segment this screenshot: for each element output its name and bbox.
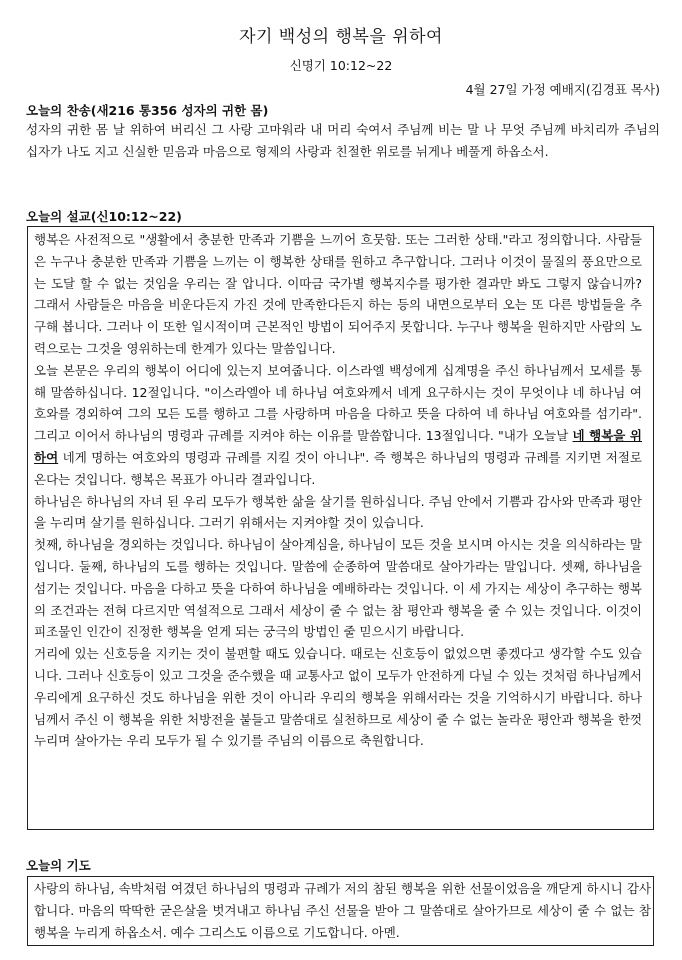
page-title: 자기 백성의 행복을 위하여 bbox=[239, 27, 443, 47]
sermon-paragraph: 행복은 사전적으로 "생활에서 충분한 만족과 기쁨을 느끼어 흐뭇함. 또는 그러한 상태."라고 정의합니다. 사람들은 누구나 충분한 만족과 기쁨을 느끼는 이 행복한 상태를 원하고 추구합니다. 그러나 이것이 물질의 풍요만으로는 도달 할 수 없는 것임을 우리는 잘 압니다. 이따금 국가별 행복지수를 평가한 결과만 봐도 그렇지 않습니까? 그래서 사람들은 마음을 비운다든지 가진 것에 만족한다든지 하는 등의 내면으로부터 오는 또 다른 방법들을 추구해 봅니다. 그러나 이 또한 일시적이며 근본적인 방법이 되어주지 못합니다. 누구나 행복을 원하지만 사람의 노력으로는 그것을 영위하는데 한계가 있다는 말씀입니다. bbox=[34, 232, 642, 356]
sermon-paragraph bbox=[34, 360, 642, 491]
service-info: 4월 27일 가정 예배지(김경표 목사) bbox=[465, 82, 660, 97]
hymn-heading: 오늘의 찬송(새216 통356 성자의 귀한 몸) bbox=[26, 103, 269, 118]
sermon-text: 오늘 본문은 우리의 행복이 어디에 있는지 보여줍니다. 이스라엘 백성에게 십계명을 주신 하나님께서 모세를 통해 말씀하십니다. 12절입니다. "이스라엘아 네 하나님 여호와께서 네게 요구하시는 것이 무엇이냐 네 하나님 여호와를 경외하여 그의 모든 도를 행하고 그를 사랑하며 마음을 다하고 뜻을 다하여 네 하나님 여호와를 섬기라". 그리고 이어서 하나님의 명령과 규례를 지켜야 하는 이유를 말씀합니다. 13절입니다. "내가 오늘날 bbox=[34, 362, 642, 444]
emphasis-text: 네 행복을 위하여 bbox=[34, 428, 642, 465]
sermon-heading: 오늘의 설교(신10:12~22) bbox=[26, 209, 182, 224]
hymn-lyrics: 성자의 귀한 몸 날 위하여 버리신 그 사랑 고마워라 내 머리 숙여서 주님께 비는 말 나 무엇 주님께 바치리까 주님의 십자가 나도 지고 신실한 믿음과 마음으로 형제의 사랑과 친절한 위로를 뉘게나 베풀게 하옵소서. bbox=[26, 122, 660, 159]
sermon-text: 네게 명하는 여호와의 명령과 규례를 지킬 것이 아니냐". 즉 행복은 하나님의 명령과 규례를 지키면 저절로 온다는 것입니다. 행복은 목표가 아니라 결과입니다. bbox=[34, 449, 642, 487]
sermon-paragraph: 하나님은 하나님의 자녀 된 우리 모두가 행복한 삶을 살기를 원하십니다. 주님 안에서 기쁨과 감사와 만족과 평안을 누리며 살기를 원하십니다. 그러기 위해서는 지켜야할 것이 있습니다. bbox=[34, 493, 642, 531]
sermon-paragraph: 거리에 있는 신호등을 지키는 것이 불편할 때도 있습니다. 때로는 신호등이 없었으면 좋겠다고 생각할 수도 있습니다. 그러나 신호등이 있고 그것을 준수했을 때 교통사고 없이 모두가 안전하게 다닐 수 있는 것처럼 하나님께서 우리에게 요구하신 것도 하나님을 위한 것이 아니라 우리의 행복을 위해서라는 것을 기억하시기 바랍니다. 하나님께서 주신 이 행복을 위한 처방전을 붙들고 말씀대로 실천하므로 세상이 줄 수 없는 놀라운 평안과 행복을 한껏 누리며 살아가는 우리 모두가 될 수 있기를 주님의 이름으로 축원합니다. bbox=[34, 646, 642, 749]
scripture-reference: 신명기 10:12~22 bbox=[289, 58, 393, 73]
prayer-heading: 오늘의 기도 bbox=[26, 858, 91, 873]
prayer-box: 사랑의 하나님, 속박처럼 여겼던 하나님의 명령과 규례가 저의 참된 행복을 위한 선물이었음을 깨닫게 하시니 감사합니다. 마음의 딱딱한 굳은살을 벗겨내고 하나님 주신 선물을 받아 그 말씀대로 살아가므로 세상이 줄 수 없는 참 행복을 누리게 하옵소서. 예수 그리스도 이름으로 기도합니다. 아멘. bbox=[27, 876, 654, 946]
sermon-paragraph: 첫째, 하나님을 경외하는 것입니다. 하나님이 살아계심을, 하나님이 모든 것을 보시며 아시는 것을 의식하라는 말입니다. 둘째, 하나님의 도를 행하는 것입니다. 말씀에 순종하여 말씀대로 살아가라는 말입니다. 셋째, 하나님을 섬기는 것입니다. 마음을 다하고 뜻을 다하여 하나님을 예배하라는 것입니다. 이 세 가지는 세상이 추구하는 행복의 조건과는 전혀 다르지만 역설적으로 그래서 세상이 줄 수 없는 참 평안과 행복을 줄 수 있는 것입니다. 이것이 피조물인 인간이 진정한 행복을 얻게 되는 궁극의 방법인 줄 믿으시기 바랍니다. bbox=[34, 537, 642, 640]
sermon-box bbox=[27, 226, 654, 830]
